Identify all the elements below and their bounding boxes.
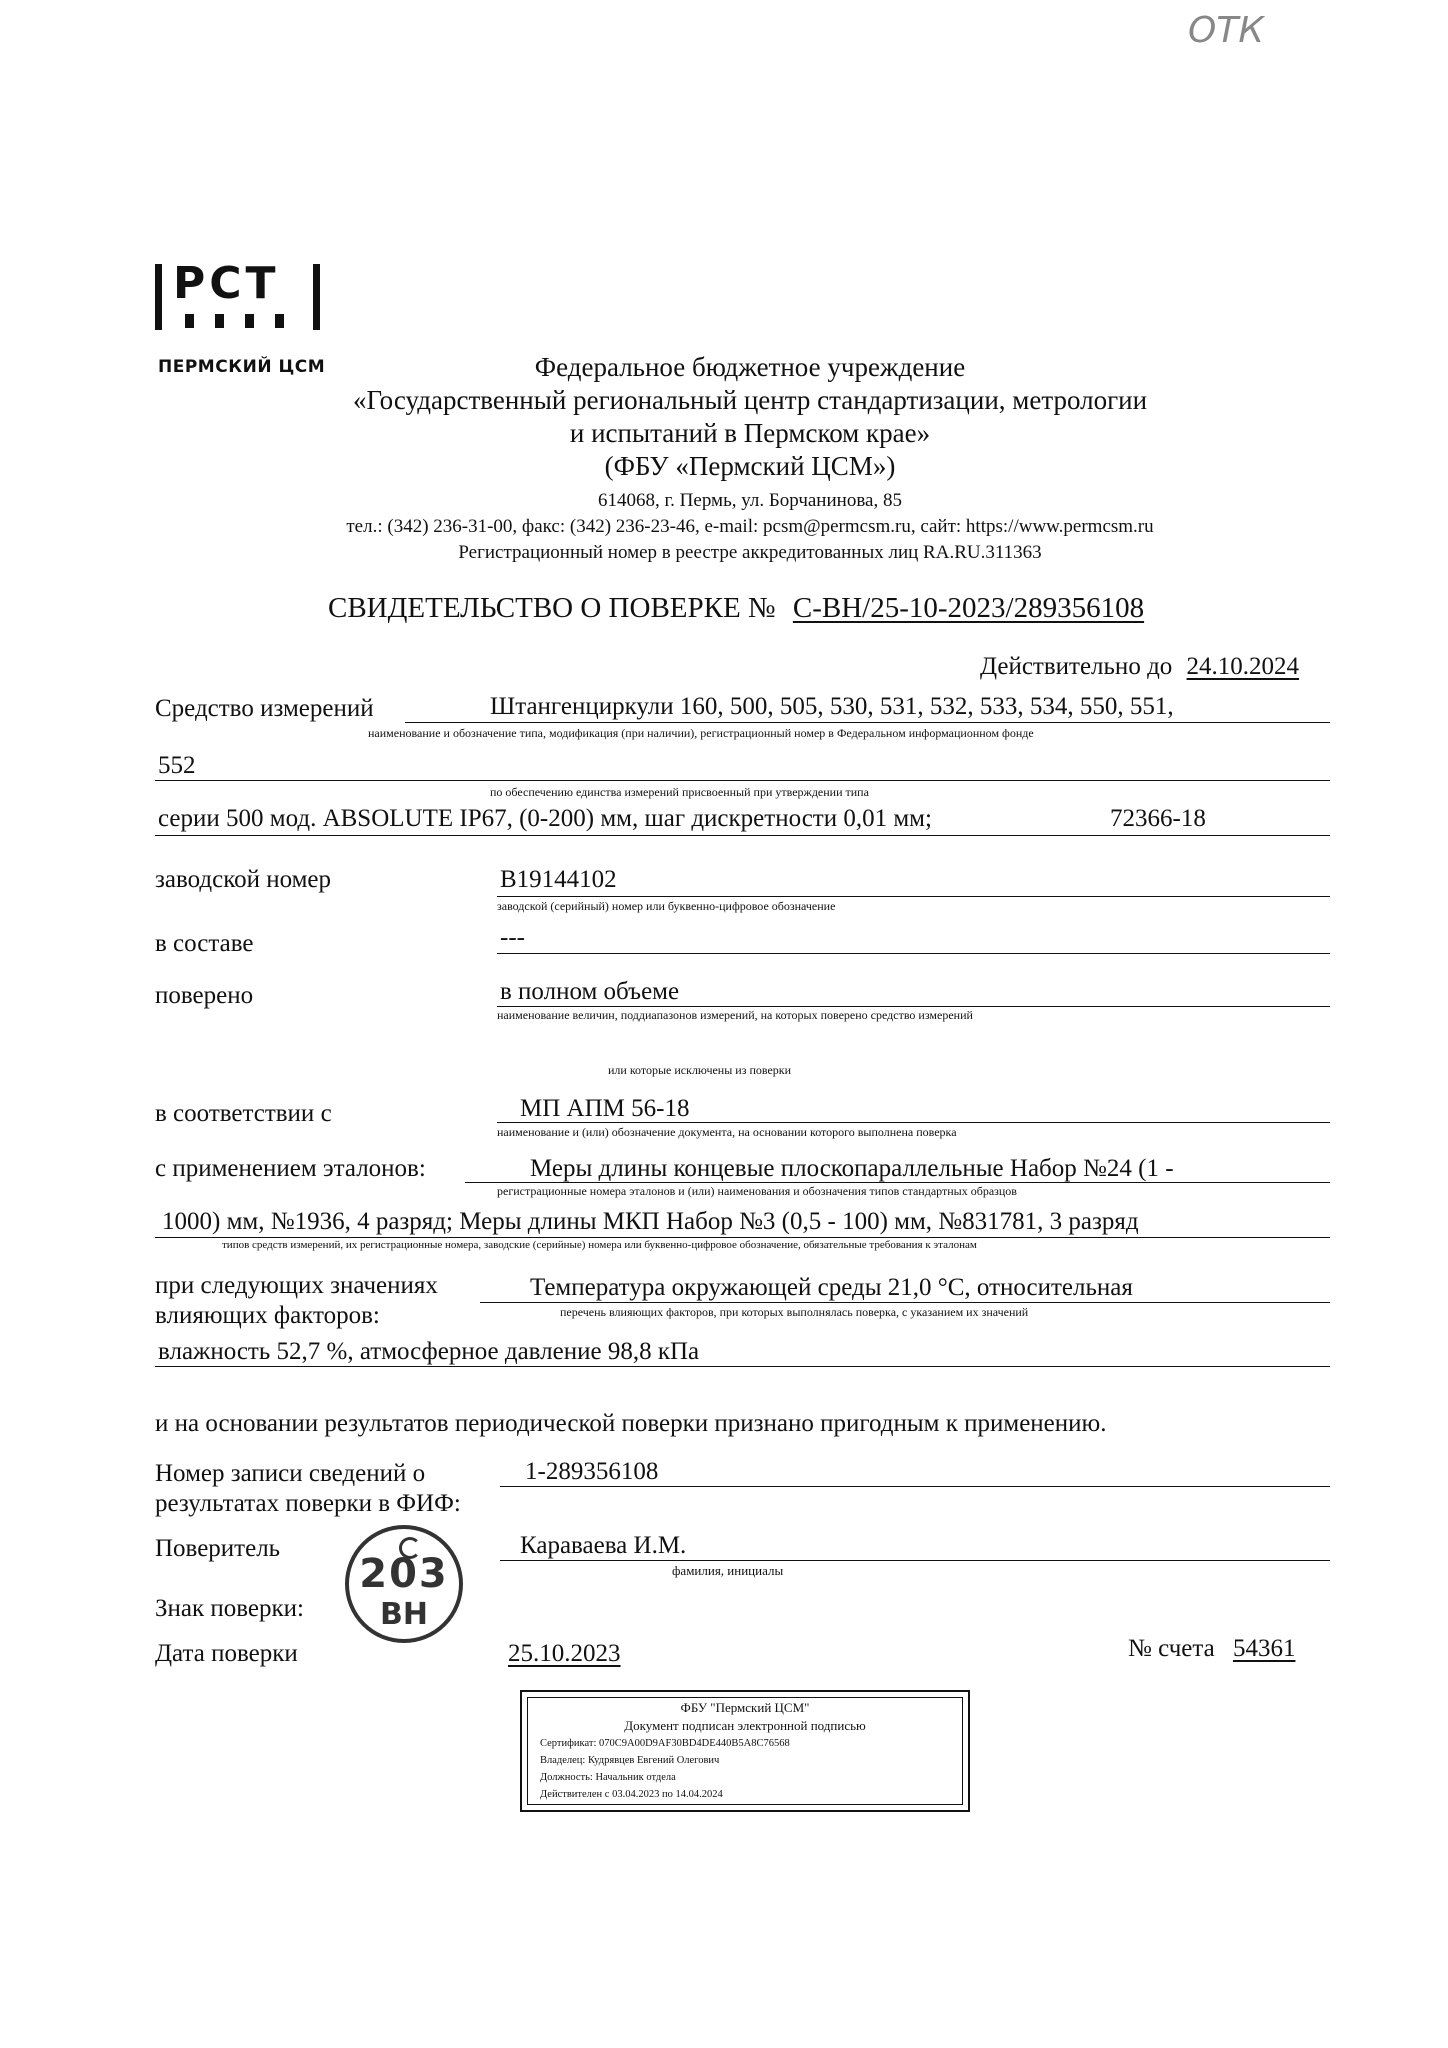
valid-date: 24.10.2024 [1186, 653, 1300, 680]
instrument-reg-number: 72366-18 [1110, 805, 1206, 832]
instrument-line-2 [155, 780, 1330, 781]
esign-position: Должность: Начальник отдела [540, 1772, 676, 1783]
instrument-caption-2: по обеспечению единства измерений присвоенный при утверждении типа [490, 785, 869, 799]
standards-caption-2: типов средств измерений, их регистрационные номера, заводские (серийные) номера или буквенно-цифровое обозначение, обязательные требования к эталонам [222, 1239, 977, 1251]
verifier-label: Поверитель [155, 1535, 281, 1562]
standards-value-1: Меры длины концевые плоскопараллельные Набор №24 (1 - [530, 1155, 1174, 1182]
certificate-number: С-ВН/25-10-2023/289356108 [792, 592, 1145, 624]
header-line-3: и испытаний в Пермском крае» [569, 418, 931, 448]
stamp-number: 203 [359, 1551, 449, 1597]
header-line-2: «Государственный региональный центр стандартизации, метрологии [352, 385, 1148, 415]
conclusion: и на основании результатов периодической поверки признано пригодным к применению. [155, 1410, 1107, 1437]
verified-label: поверено [155, 982, 254, 1009]
invoice [1128, 1635, 1295, 1663]
serial-value: B19144102 [500, 866, 617, 893]
fif-label-1: Номер записи сведений о [155, 1460, 426, 1487]
serial-label: заводской номер [155, 866, 332, 893]
standards-value-2: 1000) мм, №1936, 4 разряд; Меры длины МКП Набор №3 (0,5 - 100) мм, №831781, 3 разряд [162, 1208, 1139, 1235]
header-registry: Регистрационный номер в реестре аккредитованных лиц RA.RU.311363 [458, 542, 1042, 563]
fif-value: 1-289356108 [525, 1458, 659, 1485]
stamp-code: ВН [380, 1597, 428, 1632]
verified-caption-1: наименование величин, поддиапазонов измерений, на которых поверено средство измерений [497, 1008, 973, 1022]
verification-stamp [345, 1525, 463, 1643]
title-prefix: СВИДЕТЕЛЬСТВО О ПОВЕРКЕ № [328, 592, 776, 624]
according-label: в соответствии с [155, 1100, 332, 1127]
header-line-1: Федеральное бюджетное учреждение [534, 352, 966, 382]
fif-line [500, 1486, 1330, 1487]
esign-owner: Владелец: Кудрявцев Евгений Олегович [540, 1755, 720, 1766]
according-line [497, 1122, 1330, 1123]
valid-label: Действительно до [980, 653, 1173, 680]
factors-value-1: Температура окружающей среды 21,0 °С, относительная [530, 1274, 1133, 1301]
according-value: МП АПМ 56-18 [520, 1095, 690, 1122]
handwritten-note: ОТК [1188, 10, 1264, 51]
according-caption: наименование и (или) обозначение документа, на основании которого выполнена поверка [497, 1125, 957, 1139]
standards-caption-1: регистрационные номера эталонов и (или) наименования и обозначения типов стандартных образцов [497, 1184, 1017, 1198]
header-contacts: тел.: (342) 236-31-00, факс: (342) 236-23-46, e-mail: pcsm@permcsm.ru, сайт: https://www.permcsm.ru [346, 516, 1154, 537]
instrument-label: Средство измерений [155, 695, 374, 722]
standards-label: с применением эталонов: [155, 1155, 426, 1182]
esign-org: ФБУ "Пермский ЦСМ" [680, 1700, 810, 1715]
e-signature-box [520, 1690, 970, 1812]
factors-value-2: влажность 52,7 %, атмосферное давление 98,8 кПа [158, 1338, 700, 1365]
composition-line [497, 953, 1330, 954]
esign-valid: Действителен с 03.04.2023 по 14.04.2024 [540, 1789, 723, 1800]
verifier-caption: фамилия, инициалы [672, 1563, 784, 1578]
verifier-value: Караваева И.М. [520, 1532, 687, 1559]
standards-line-1 [465, 1182, 1330, 1183]
instrument-value-1: Штангенциркули 160, 500, 505, 530, 531, 532, 533, 534, 550, 551, [490, 693, 1174, 720]
date-label: Дата поверки [155, 1640, 298, 1667]
serial-caption: заводской (серийный) номер или буквенно-цифровое обозначение [497, 899, 836, 913]
esign-cert: Сертификат: 070C9A00D9AF30BD4DE440B5A8C76568 [540, 1738, 790, 1749]
factors-line-2 [155, 1366, 1330, 1367]
logo [155, 258, 325, 342]
instrument-line-3 [155, 835, 1330, 836]
verified-value: в полном объеме [500, 978, 680, 1005]
instrument-value-2: 552 [158, 752, 196, 779]
header-address: 614068, г. Пермь, ул. Борчанинова, 85 [598, 490, 902, 511]
standards-line-2 [155, 1237, 1330, 1238]
verified-caption-2: или которые исключены из поверки [608, 1063, 792, 1077]
mark-label: Знак поверки: [155, 1595, 304, 1622]
factors-caption: перечень влияющих факторов, при которых выполнялась поверка, с указанием их значений [560, 1305, 1029, 1319]
fif-label-2: результатах поверки в ФИФ: [155, 1490, 461, 1517]
valid-until [980, 653, 1299, 681]
header-line-4: (ФБУ «Пермский ЦСМ») [604, 451, 896, 481]
composition-label: в составе [155, 930, 254, 957]
invoice-number: 54361 [1232, 1635, 1296, 1662]
factors-label-1: при следующих значениях [155, 1272, 438, 1299]
instrument-line-1 [405, 722, 1330, 723]
certificate-title [328, 592, 1144, 625]
serial-line [497, 896, 1330, 897]
esign-title: Документ подписан электронной подписью [624, 1718, 866, 1733]
logo-mark: РСТ [173, 258, 280, 309]
logo-org-short: ПЕРМСКИЙ ЦСМ [158, 357, 326, 377]
date-value: 25.10.2023 [508, 1640, 621, 1667]
factors-line-1 [480, 1302, 1330, 1303]
invoice-label: № счета [1128, 1635, 1215, 1662]
composition-value: --- [500, 924, 525, 951]
instrument-caption-1: наименование и обозначение типа, модификация (при наличии), регистрационный номер в Федеральном информационном фонде [368, 726, 1034, 740]
instrument-value-3: серии 500 мод. ABSOLUTE IP67, (0-200) мм, шаг дискретности 0,01 мм; [158, 805, 932, 832]
verifier-line [500, 1560, 1330, 1561]
factors-label-2: влияющих факторов: [155, 1302, 380, 1329]
verified-line [497, 1006, 1330, 1007]
